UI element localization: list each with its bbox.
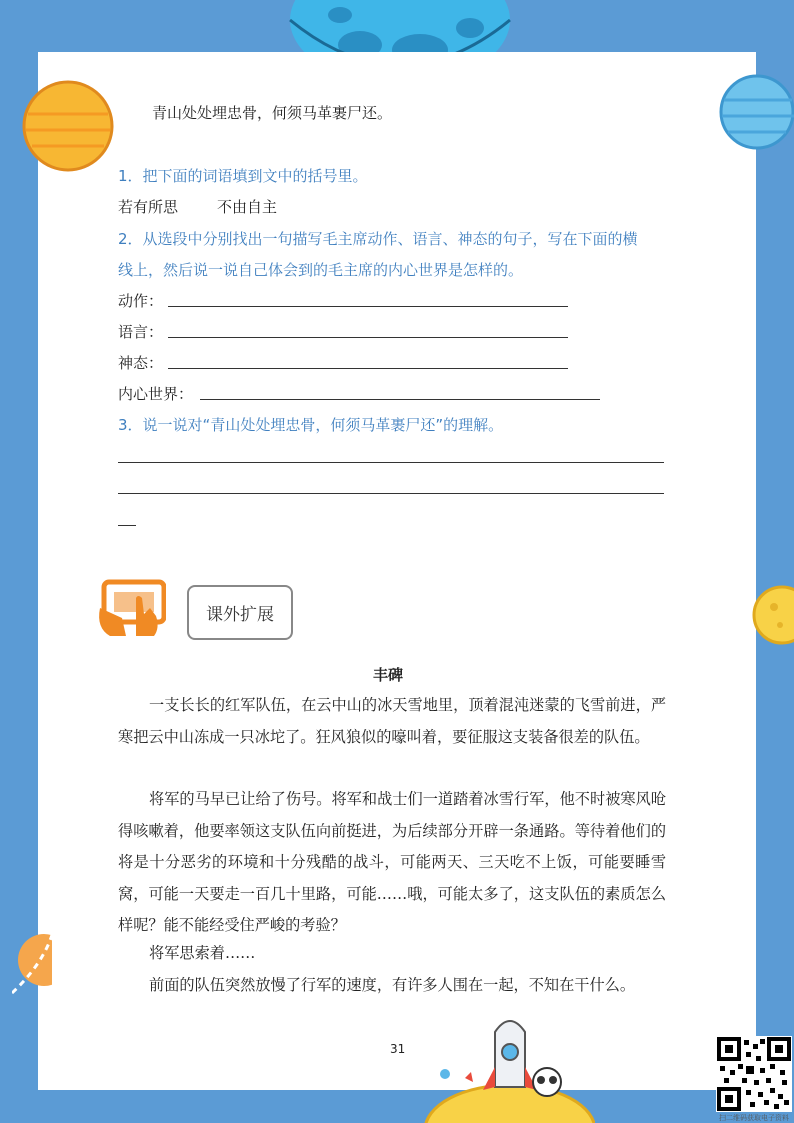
field-label-expression: 神态： bbox=[118, 354, 164, 372]
qr-caption: 扫二维码获取电子资料 bbox=[719, 1114, 789, 1122]
answer-line-q3-1[interactable] bbox=[118, 462, 664, 463]
yellow-moon-illustration bbox=[752, 585, 794, 645]
answer-line-action[interactable] bbox=[168, 306, 568, 307]
question-2-prompt-line2: 线上，然后说一说自己体会到的毛主席的内心世界是怎样的。 bbox=[118, 261, 524, 279]
question-1-prompt: 1．把下面的词语填到文中的括号里。 bbox=[118, 167, 368, 185]
rocket-panda-illustration bbox=[415, 1012, 595, 1123]
word-option-2: 不由自主 bbox=[217, 198, 278, 216]
answer-line-speech[interactable] bbox=[168, 337, 568, 338]
question-3-prompt: 3．说一说对“青山处处埋忠骨，何须马革裹尸还”的理解。 bbox=[118, 416, 504, 434]
field-label-action: 动作： bbox=[118, 292, 164, 310]
answer-line-q3-3[interactable] bbox=[118, 525, 136, 526]
article-title: 丰碑 bbox=[373, 666, 404, 684]
poem-line: 青山处处埋忠骨，何须马革裹尸还。 bbox=[152, 104, 393, 122]
word-option-1: 若有所思 bbox=[118, 198, 179, 216]
article-paragraph-4: 前面的队伍突然放慢了行军的速度，有许多人围在一起，不知在干什么。 bbox=[149, 976, 635, 994]
answer-line-expression[interactable] bbox=[168, 368, 568, 369]
ringed-planet-illustration bbox=[12, 905, 52, 1015]
article-paragraph-1: 一支长长的红军队伍，在云中山的冰天雪地里，顶着混沌迷蒙的飞雪前进，严寒把云中山冻成一只冰坨了。狂风狼似的嚎叫着，要征服这支装备很差的队伍。 bbox=[118, 696, 666, 746]
blue-planet-illustration bbox=[712, 72, 794, 154]
field-label-inner-world: 内心世界： bbox=[118, 385, 194, 403]
section-tag: 课外扩展 bbox=[187, 585, 293, 640]
question-2-prompt-line1: 2．从选段中分别找出一句描写毛主席动作、语言、神态的句子，写在下面的横 bbox=[118, 230, 638, 248]
field-label-speech: 语言： bbox=[118, 323, 164, 341]
page-number: 31 bbox=[390, 1042, 406, 1056]
orange-planet-illustration bbox=[22, 80, 114, 172]
article-paragraph-2: 将军的马早已让给了伤号。将军和战士们一道踏着冰雪行军，他不时被寒风呛得咳嗽着，他要率领这支队伍向前挺进，为后续部分开辟一条通路。等待着他们的将是十分恶劣的环境和十分残酷的战斗，可能两天、三天吃不上饭，可能要睡雪窝，可能一天要走一百几十里路，可能……哦，可能太多了，这支队伍的素质怎么样呢？能不能经受住严峻的考验？ bbox=[118, 790, 666, 934]
tablet-hand-icon bbox=[96, 578, 166, 640]
answer-line-inner-world[interactable] bbox=[200, 399, 600, 400]
article-paragraph-3: 将军思索着…… bbox=[149, 944, 256, 962]
answer-line-q3-2[interactable] bbox=[118, 493, 664, 494]
qr-code-image bbox=[716, 1036, 792, 1112]
